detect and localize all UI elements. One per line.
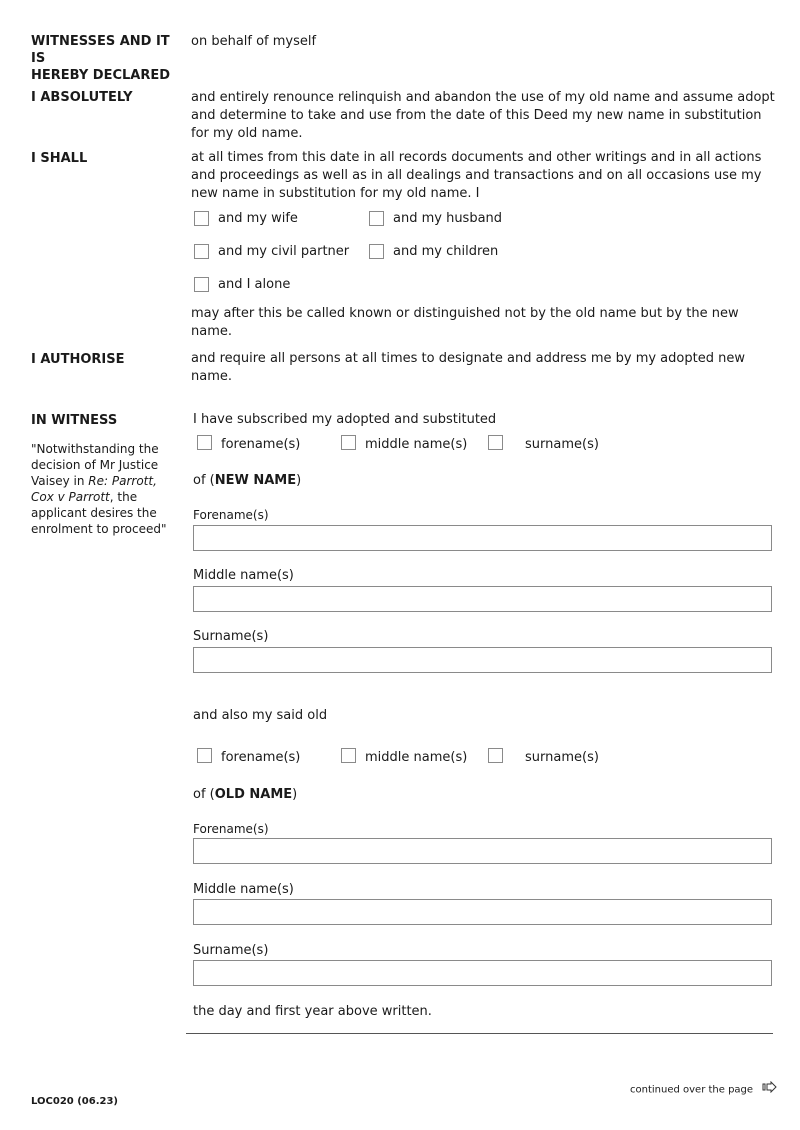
old-surname-label: Surname(s) <box>193 943 269 958</box>
continued-text: continued over the page <box>630 1084 754 1096</box>
checkbox-old-surname[interactable] <box>488 748 503 763</box>
checkbox-new-middle[interactable] <box>341 435 356 450</box>
section-label-shall: I SHALL <box>31 151 88 166</box>
absolutely-text: and entirely renounce relinquish and abandon the use of my old name and assume adopt and determine to take and use from the date of this Deed my new name in substitution for my old name. <box>191 90 775 141</box>
old-middle-input[interactable] <box>193 899 772 925</box>
checkbox-wife[interactable] <box>194 211 209 226</box>
checkbox-label: and my civil partner <box>218 244 350 259</box>
checkbox-label: surname(s) <box>525 750 599 765</box>
checkbox-label: surname(s) <box>525 437 599 452</box>
heading-bold: OLD NAME <box>214 787 293 802</box>
label-line: HEREBY DECLARED <box>31 68 171 83</box>
new-middle-label: Middle name(s) <box>193 568 294 583</box>
new-surname-label: Surname(s) <box>193 629 269 644</box>
checkbox-label: middle name(s) <box>365 437 468 452</box>
arrow-right-outline-icon <box>762 1081 778 1098</box>
new-forename-label: Forename(s) <box>193 508 269 522</box>
shall-closing-text: may after this be called known or distinguished not by the old name but by the new name. <box>191 306 739 339</box>
old-forename-label: Forename(s) <box>193 822 269 836</box>
form-code: LOC020 (06.23) <box>31 1096 118 1107</box>
new-forename-input[interactable] <box>193 525 772 551</box>
checkbox-label: and my husband <box>393 211 503 226</box>
heading-text: ) <box>292 787 298 802</box>
heading-bold: NEW NAME <box>214 473 297 488</box>
continued-over-page <box>630 1081 778 1098</box>
checkbox-children[interactable] <box>369 244 384 259</box>
enrolment-note <box>31 441 171 537</box>
section-label-authorise: I AUTHORISE <box>31 352 125 367</box>
heading-text: of ( <box>193 473 215 488</box>
section-label-witnesses <box>31 33 181 84</box>
checkbox-husband[interactable] <box>369 211 384 226</box>
checkbox-civil-partner[interactable] <box>194 244 209 259</box>
section-label-absolutely: I ABSOLUTELY <box>31 90 133 105</box>
note-text: "Notwithstanding the decision of Mr Justice Vaisey in <box>31 442 159 488</box>
new-name-heading <box>193 472 783 490</box>
authorise-text: and require all persons at all times to designate and address me by my adopted new name. <box>191 351 745 384</box>
label-line: WITNESSES AND IT IS <box>31 34 170 66</box>
old-forename-input[interactable] <box>193 838 772 864</box>
also-old-text: and also my said old <box>193 708 328 723</box>
checkbox-old-forename[interactable] <box>197 748 212 763</box>
new-surname-input[interactable] <box>193 647 772 673</box>
old-surname-input[interactable] <box>193 960 772 986</box>
note-case-name: Re: Parrott, Cox v Parrott <box>31 474 157 504</box>
checkbox-label: and my children <box>393 244 499 259</box>
in-witness-intro: I have subscribed my adopted and substituted <box>193 412 497 427</box>
old-middle-label: Middle name(s) <box>193 882 294 897</box>
checkbox-label: middle name(s) <box>365 750 468 765</box>
witnesses-text: on behalf of myself <box>191 34 317 49</box>
heading-text: ) <box>296 473 302 488</box>
checkbox-label: forename(s) <box>221 750 301 765</box>
heading-text: of ( <box>193 787 215 802</box>
checkbox-label: and I alone <box>218 277 291 292</box>
checkbox-new-forename[interactable] <box>197 435 212 450</box>
old-name-heading <box>193 786 783 804</box>
shall-text: at all times from this date in all records documents and other writings and in all actions and proceedings as well as in all dealings and transactions and on all occasions use my new name in substitution for my old name. I <box>191 150 762 201</box>
section-label-in-witness: IN WITNESS <box>31 413 118 428</box>
checkbox-new-surname[interactable] <box>488 435 503 450</box>
checkbox-old-middle[interactable] <box>341 748 356 763</box>
checkbox-alone[interactable] <box>194 277 209 292</box>
new-middle-input[interactable] <box>193 586 772 612</box>
checkbox-label: and my wife <box>218 211 298 226</box>
section-divider <box>186 1033 773 1034</box>
in-witness-closing: the day and first year above written. <box>193 1004 432 1019</box>
checkbox-label: forename(s) <box>221 437 301 452</box>
note-text: , the applicant desires the enrolment to proceed" <box>31 490 167 536</box>
